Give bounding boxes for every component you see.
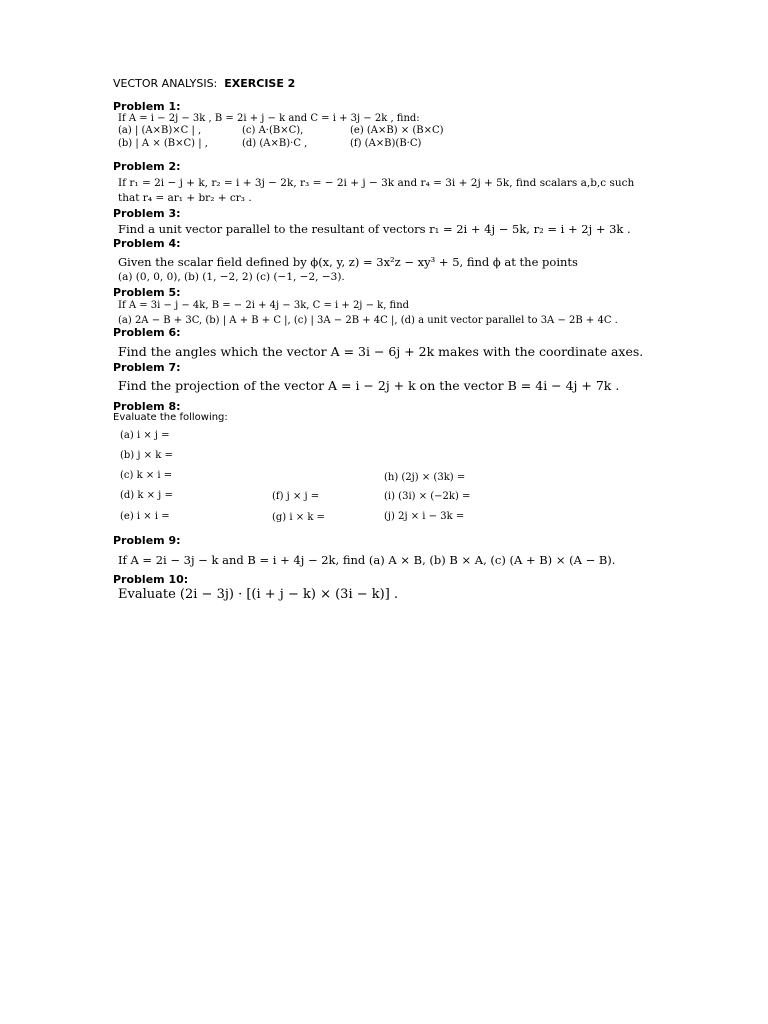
problem-1-statement: If A = i − 2j − 3k , B = 2i + j − k and C = i + 3j − 2k , find: [118,113,420,124]
problem-8-part-c: (c) k × i = [120,470,173,481]
problem-2-heading: Problem 2: [113,160,181,173]
problem-3-heading: Problem 3: [113,207,181,220]
problem-5-heading: Problem 5: [113,286,181,299]
problem-8-part-g: (g) i × k = [272,512,325,523]
problem-8-part-h: (h) (2j) × (3k) = [384,472,466,483]
problem-8-part-f: (f) j × j = [272,491,320,502]
problem-1-part-b: (b) | A × (B×C) | , [118,138,208,149]
problem-1-part-f: (f) (A×B)(B·C) [350,138,422,149]
problem-1-part-c: (c) A·(B×C), [242,125,304,136]
problem-5-statement: If A = 3i − j − 4k, B = − 2i + 4j − 3k, C = i + 2j − k, find [118,300,410,311]
problem-8-heading: Problem 8: [113,400,181,413]
problem-1-part-a: (a) | (A×B)×C | , [118,125,202,136]
problem-7-statement: Find the projection of the vector A = i − 2j + k on the vector B = 4i − 4j + 7k . [118,378,620,393]
problem-8-part-a: (a) i × j = [120,430,170,441]
problem-1-part-e: (e) (A×B) × (B×C) [350,125,444,136]
problem-9-statement: If A = 2i − 3j − k and B = i + 4j − 2k, find (a) A × B, (b) B × A, (c) (A + B) × (A − B). [118,553,616,567]
problem-4-points: (a) (0, 0, 0), (b) (1, −2, 2) (c) (−1, −2, −3). [118,271,345,283]
problem-8-part-e: (e) i × i = [120,511,170,522]
problem-6-statement: Find the angles which the vector A = 3i − 6j + 2k makes with the coordinate axes. [118,344,644,359]
problem-7-heading: Problem 7: [113,361,181,374]
title-bold: EXERCISE 2 [224,77,296,90]
problem-10-heading: Problem 10: [113,573,189,586]
problem-8-part-d: (d) k × j = [120,490,173,501]
problem-10-statement: Evaluate (2i − 3j) · [(i + j − k) × (3i − k)] . [118,587,399,602]
title-prefix: VECTOR ANALYSIS: [113,77,218,90]
problem-2-statement-cont: that r₄ = ar₁ + br₂ + cr₃ . [118,192,252,204]
problem-5-parts: (a) 2A − B + 3C, (b) | A + B + C |, (c) | 3A − 2B + 4C |, (d) a unit vector parallel to 3A − 2B + 4C . [118,315,618,326]
problem-9-heading: Problem 9: [113,534,181,547]
problem-6-heading: Problem 6: [113,326,181,339]
problem-4-statement: Given the scalar field defined by ϕ(x, y, z) = 3x²z − xy³ + 5, find ϕ at the points [118,255,578,269]
problem-8-intro: Evaluate the following: [113,412,228,423]
problem-2-statement: If r₁ = 2i − j + k, r₂ = i + 3j − 2k, r₃ = − 2i + j − 3k and r₄ = 3i + 2j + 5k, find scalars a,b,c such [118,177,635,189]
problem-8-part-i: (i) (3i) × (−2k) = [384,491,471,502]
document-title [113,77,295,90]
problem-1-part-d: (d) (A×B)·C , [242,138,308,149]
problem-8-part-j: (j) 2j × i − 3k = [384,511,465,522]
problem-4-heading: Problem 4: [113,237,181,250]
problem-1-heading: Problem 1: [113,100,181,113]
problem-3-statement: Find a unit vector parallel to the resultant of vectors r₁ = 2i + 4j − 5k, r₂ = i + 2j + 3k . [118,222,631,236]
problem-8-part-b: (b) j × k = [120,450,173,461]
